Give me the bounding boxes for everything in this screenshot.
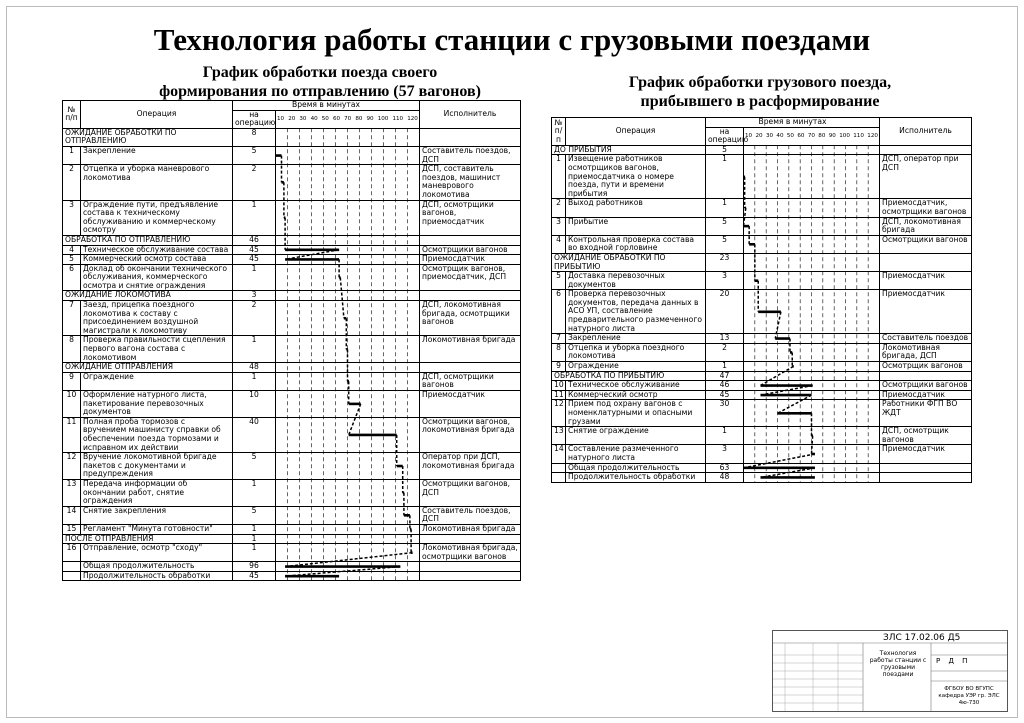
- table-row: [63, 479, 521, 506]
- operation-minutes: 5: [233, 146, 276, 164]
- row-number: 4: [552, 235, 566, 253]
- timeline-cell: [276, 479, 420, 506]
- operation-minutes: 20: [706, 290, 744, 334]
- timeline-cell: [744, 381, 880, 391]
- executor-name: Осмотрщики вагонов: [880, 381, 972, 391]
- row-number: 10: [552, 381, 566, 391]
- timeline-cell: [276, 571, 420, 581]
- tick-label: 60: [797, 132, 805, 139]
- stamp-organization: ФГБОУ ВО ВГУПС кафедра УЭР гр. ЭЛС 4ю-730: [938, 686, 1000, 706]
- operation-minutes: 5: [706, 217, 744, 235]
- operation-name: Закрепление: [81, 146, 233, 164]
- operation-minutes: 3: [706, 445, 744, 463]
- timeline-cell: [276, 165, 420, 200]
- executor-name: Работники ФГП ВО ЖДТ: [880, 400, 972, 427]
- timeline-cell: [744, 235, 880, 253]
- col-operation-header: Операция: [566, 118, 706, 146]
- operation-name: Отцепка и уборка поездного локомотива: [566, 343, 706, 361]
- timeline-cell: [744, 400, 880, 427]
- operation-name: Проверка правильности сцепления первого вагона состава с локомотивом: [81, 336, 233, 363]
- executor-name: Осмотрщики вагонов: [420, 245, 521, 255]
- executor-name: [880, 463, 972, 473]
- row-number: 9: [63, 372, 81, 390]
- tick-label: 60: [332, 115, 341, 122]
- row-number: 12: [63, 453, 81, 480]
- table-row: [63, 372, 521, 390]
- operation-name: Коммерческий осмотр состава: [81, 255, 233, 265]
- table-row: [552, 290, 972, 334]
- timeline-cell: [744, 253, 880, 271]
- timeline-cell: [276, 524, 420, 534]
- operation-minutes: 5: [233, 506, 276, 524]
- section-row: [63, 363, 521, 373]
- executor-name: ДСП, оператор при ДСП: [880, 155, 972, 199]
- timeline-cell: [744, 445, 880, 463]
- tick-label: 110: [853, 132, 864, 139]
- col-number-header: № п/п: [552, 118, 566, 146]
- table-row: [63, 301, 521, 336]
- tick-label: 10: [745, 132, 753, 139]
- row-number: 6: [552, 290, 566, 334]
- tick-label: 50: [321, 115, 329, 122]
- tick-label: 70: [807, 132, 815, 139]
- executor-name: Приемосдатчик: [880, 445, 972, 463]
- operation-minutes: 10: [233, 391, 276, 418]
- tick-label: 20: [755, 132, 763, 139]
- tick-label: 100: [839, 132, 850, 139]
- section-row: [63, 128, 521, 146]
- time-scale: [276, 110, 420, 128]
- executor-name: Локомотивная бригада: [420, 524, 521, 534]
- operation-name: Доклад об окончании технического обслуживания, коммерческого осмотра и снятие ограждения: [81, 264, 233, 291]
- operation-name: Отцепка и уборка маневрового локомотива: [81, 165, 233, 200]
- table-row: [552, 235, 972, 253]
- operation-name: Вручение локомотивной бригаде пакетов с документами и предупреждения: [81, 453, 233, 480]
- operation-minutes: 1: [233, 479, 276, 506]
- table-row: [552, 155, 972, 199]
- header-row: [552, 118, 972, 128]
- tick-label: 40: [310, 115, 318, 122]
- executor-name: Локомотивная бригада, ДСП: [880, 343, 972, 361]
- row-number: 6: [63, 264, 81, 291]
- row-number: [552, 473, 566, 483]
- executor-name: ДСП, локомотивная бригада, осмотрщики вагонов: [420, 301, 521, 336]
- table-row: [63, 264, 521, 291]
- table-row: [552, 400, 972, 427]
- tick-label: 100: [377, 115, 389, 122]
- timeline-cell: [744, 334, 880, 344]
- timeline-cell: [744, 290, 880, 334]
- executor-name: Составитель поездов: [880, 334, 972, 344]
- row-number: 3: [63, 200, 81, 235]
- operation-name: Ограждение пути, предъявление состава к техническому обслуживанию и коммерческому осмотру: [81, 200, 233, 235]
- timeline-cell: [276, 391, 420, 418]
- operation-minutes: 46: [706, 381, 744, 391]
- executor-name: [880, 473, 972, 483]
- operation-name: Ограждение: [81, 372, 233, 390]
- executor-name: Осмотрщики вагонов, локомотивная бригада: [420, 417, 521, 452]
- executor-name: Приемосдатчик: [420, 255, 521, 265]
- timeline-cell: [744, 390, 880, 400]
- operation-name: Выход работников: [566, 199, 706, 217]
- timeline-cell: [276, 363, 420, 373]
- operation-minutes: 96: [233, 562, 276, 572]
- timeline-cell: [276, 336, 420, 363]
- executor-name: Составитель поездов, ДСП: [420, 506, 521, 524]
- right-subtitle-line2: прибывшего в расформирование: [640, 93, 880, 110]
- executor-name: Приемосдатчик: [420, 391, 521, 418]
- row-number: 10: [63, 391, 81, 418]
- row-number: [63, 571, 81, 581]
- row-number: 13: [63, 479, 81, 506]
- tick-label: 90: [366, 115, 374, 122]
- tick-label: 80: [355, 115, 363, 122]
- timeline-cell: [744, 155, 880, 199]
- tick-labels: [276, 115, 419, 124]
- operation-minutes: 1: [233, 336, 276, 363]
- operation-minutes: 30: [706, 400, 744, 427]
- operation-name: Продолжительность обработки: [81, 571, 233, 581]
- table-row: [63, 562, 521, 572]
- row-number: 9: [552, 362, 566, 372]
- row-number: 5: [63, 255, 81, 265]
- operation-minutes: 40: [233, 417, 276, 452]
- executor-name: Приемосдатчик: [880, 390, 972, 400]
- row-number: 11: [552, 390, 566, 400]
- section-row: [552, 253, 972, 271]
- row-number: 5: [552, 272, 566, 290]
- tick-label: 30: [765, 132, 774, 139]
- row-number: 8: [552, 343, 566, 361]
- table-row: [63, 524, 521, 534]
- executor-name: ДСП, осмотрщики вагонов, приемосдатчик: [420, 200, 521, 235]
- col-time-header: Время в минутах: [233, 101, 420, 111]
- operation-minutes: 1: [233, 264, 276, 291]
- operation-minutes: 1: [233, 544, 276, 562]
- header-row: [63, 101, 521, 111]
- timeline-cell: [276, 534, 420, 544]
- tick-labels: [744, 132, 879, 141]
- tick-label: 20: [288, 115, 296, 122]
- timeline-cell: [744, 362, 880, 372]
- row-number: 1: [552, 155, 566, 199]
- left-subtitle: [110, 63, 530, 101]
- col-number-header: № п/п: [63, 101, 81, 129]
- row-number: [63, 562, 81, 572]
- timeline-cell: [276, 128, 420, 146]
- timeline-cell: [276, 245, 420, 255]
- table-row: [552, 427, 972, 445]
- timeline-cell: [744, 217, 880, 235]
- timeline-cell: [276, 255, 420, 265]
- operation-minutes: 2: [233, 165, 276, 200]
- executor-name: Приемосдатчик: [880, 290, 972, 334]
- section-minutes: 8: [233, 128, 276, 146]
- operation-name: Отправление, осмотр "сходу": [81, 544, 233, 562]
- operation-name: Проверка перевозочных документов, передача данных в АСО УП, составление предварительного размеченного натурного листа: [566, 290, 706, 334]
- operation-minutes: 1: [233, 524, 276, 534]
- operation-minutes: 1: [706, 199, 744, 217]
- section-minutes: 1: [233, 534, 276, 544]
- executor-name: ДСП, составитель поездов, машинист маневрового локомотива: [420, 165, 521, 200]
- operation-minutes: 45: [233, 255, 276, 265]
- operation-name: Передача информации об окончании работ, снятие ограждения: [81, 479, 233, 506]
- row-number: [552, 463, 566, 473]
- executor-name: Осмотрщики вагонов: [880, 235, 972, 253]
- section-minutes: 3: [233, 291, 276, 301]
- operation-name: Продолжительность обработки: [566, 473, 706, 483]
- operation-minutes: 48: [706, 473, 744, 483]
- operation-name: Общая продолжительность: [81, 562, 233, 572]
- operation-name: Снятие ограждение: [566, 427, 706, 445]
- operation-name: Техническое обслуживание состава: [81, 245, 233, 255]
- section-title: ОБРАБОТКА ПО ОТПРАВЛЕНИЮ: [63, 235, 233, 245]
- row-number: 1: [63, 146, 81, 164]
- section-minutes: 47: [706, 371, 744, 381]
- right-subtitle-line1: График обработки грузового поезда,: [628, 74, 892, 91]
- table-row: [552, 334, 972, 344]
- operation-name: Заезд, прицепка поездного локомотива к составу с присоединением воздушной магистрали к локомотиву: [81, 301, 233, 336]
- tick-label: 70: [344, 115, 352, 122]
- tick-label: 110: [392, 115, 404, 122]
- section-title: ДО ПРИБЫТИЯ: [552, 145, 706, 155]
- row-number: 4: [63, 245, 81, 255]
- row-number: 3: [552, 217, 566, 235]
- timeline-cell: [276, 291, 420, 301]
- table-row: [63, 571, 521, 581]
- section-title: ОЖИДАНИЕ ОБРАБОТКИ ПО ОТПРАВЛЕНИЮ: [63, 128, 233, 146]
- table-row: [63, 506, 521, 524]
- executor-name: Приемосдатчик, осмотрщики вагонов: [880, 199, 972, 217]
- operation-minutes: 5: [233, 453, 276, 480]
- timeline-cell: [744, 463, 880, 473]
- timeline-cell: [276, 506, 420, 524]
- operation-name: Снятие закрепления: [81, 506, 233, 524]
- row-number: 7: [63, 301, 81, 336]
- operation-name: Доставка перевозочных документов: [566, 272, 706, 290]
- operation-minutes: 5: [706, 235, 744, 253]
- section-title: ПОСЛЕ ОТПРАВЛЕНИЯ: [63, 534, 233, 544]
- row-number: 14: [552, 445, 566, 463]
- executor-name: Приемосдатчик: [880, 272, 972, 290]
- operation-name: Общая продолжительность: [566, 463, 706, 473]
- page-title: Технология работы станции с грузовыми поездами: [153, 22, 871, 57]
- table-row: [552, 445, 972, 463]
- time-scale: [744, 127, 880, 145]
- timeline-cell: [276, 372, 420, 390]
- row-number: 13: [552, 427, 566, 445]
- timeline-cell: [276, 264, 420, 291]
- operation-name: Полная проба тормозов с вручением машинисту справки об обеспечении поезда тормозами и исправном их действии: [81, 417, 233, 452]
- section-title: ОЖИДАНИЕ ОБРАБОТКИ ПО ПРИБЫТИЮ: [552, 253, 706, 271]
- col-executor-header: Исполнитель: [420, 101, 521, 129]
- tick-label: 10: [277, 115, 285, 122]
- table-row: [63, 255, 521, 265]
- timeline-cell: [744, 473, 880, 483]
- stamp-letters: Р Д П: [936, 657, 971, 665]
- executor-name: [420, 562, 521, 572]
- col-norm-header: на операцию: [233, 110, 276, 128]
- executor-cell: [880, 253, 972, 271]
- executor-cell: [420, 235, 521, 245]
- operation-minutes: 1: [233, 372, 276, 390]
- executor-name: Локомотивная бригада, осмотрщики вагонов: [420, 544, 521, 562]
- row-number: 8: [63, 336, 81, 363]
- row-number: 14: [63, 506, 81, 524]
- right-schedule-table: [551, 117, 972, 483]
- tick-label: 40: [776, 132, 784, 139]
- table-row: [552, 272, 972, 290]
- operation-name: Регламент "Минута готовности": [81, 524, 233, 534]
- section-title: ОЖИДАНИЕ ОТПРАВЛЕНИЯ: [63, 363, 233, 373]
- section-minutes: 48: [233, 363, 276, 373]
- timeline-cell: [744, 371, 880, 381]
- tick-label: 120: [407, 115, 418, 122]
- row-number: 12: [552, 400, 566, 427]
- table-row: [63, 417, 521, 452]
- stamp-description: Технология работы станции с грузовыми поездами: [869, 650, 927, 678]
- executor-name: [420, 571, 521, 581]
- section-minutes: 5: [706, 145, 744, 155]
- operation-minutes: 1: [706, 155, 744, 199]
- table-row: [63, 200, 521, 235]
- row-number: 2: [63, 165, 81, 200]
- operation-minutes: 1: [706, 362, 744, 372]
- timeline-cell: [744, 199, 880, 217]
- section-title: ОЖИДАНИЕ ЛОКОМОТИВА: [63, 291, 233, 301]
- executor-name: Осмотрщик вагонов: [880, 362, 972, 372]
- timeline-cell: [276, 453, 420, 480]
- operation-name: Прибытие: [566, 217, 706, 235]
- row-number: 15: [63, 524, 81, 534]
- table-row: [63, 453, 521, 480]
- operation-name: Закрепление: [566, 334, 706, 344]
- col-time-header: Время в минутах: [706, 118, 880, 128]
- operation-minutes: 63: [706, 463, 744, 473]
- executor-name: Осмотрщик вагонов, приемосдатчик, ДСП: [420, 264, 521, 291]
- col-operation-header: Операция: [81, 101, 233, 129]
- tick-label: 80: [818, 132, 826, 139]
- tick-label: 50: [786, 132, 794, 139]
- operation-name: Контрольная проверка состава во входной горловине: [566, 235, 706, 253]
- operation-name: Техническое обслуживание: [566, 381, 706, 391]
- table-row: [552, 381, 972, 391]
- row-number: 16: [63, 544, 81, 562]
- table-row: [552, 362, 972, 372]
- operation-minutes: 2: [706, 343, 744, 361]
- operation-name: Прием под охрану вагонов с номенклатурными и опасными грузами: [566, 400, 706, 427]
- row-number: 7: [552, 334, 566, 344]
- left-subtitle-line2: формирования по отправлению (57 вагонов): [159, 83, 481, 100]
- operation-minutes: 13: [706, 334, 744, 344]
- table-row: [63, 336, 521, 363]
- timeline-cell: [276, 235, 420, 245]
- operation-minutes: 1: [706, 427, 744, 445]
- tick-label: 120: [867, 132, 878, 139]
- row-number: 11: [63, 417, 81, 452]
- tick-label: 90: [828, 132, 836, 139]
- table-row: [552, 343, 972, 361]
- executor-name: ДСП, осмотрщики вагонов: [420, 372, 521, 390]
- timeline-cell: [276, 562, 420, 572]
- section-row: [63, 235, 521, 245]
- table-row: [63, 391, 521, 418]
- timeline-cell: [276, 146, 420, 164]
- operation-minutes: 2: [233, 301, 276, 336]
- operation-minutes: 3: [706, 272, 744, 290]
- table-row: [552, 199, 972, 217]
- operation-minutes: 45: [233, 245, 276, 255]
- stamp-code: ЗЛС 17.02.06 Д5: [883, 633, 961, 643]
- executor-name: Осмотрщики вагонов, ДСП: [420, 479, 521, 506]
- right-subtitle: [560, 73, 960, 111]
- executor-cell: [420, 128, 521, 146]
- timeline-cell: [744, 272, 880, 290]
- timeline-cell: [744, 145, 880, 155]
- executor-name: ДСП, локомотивная бригада: [880, 217, 972, 235]
- row-number: 2: [552, 199, 566, 217]
- table-row: [552, 473, 972, 483]
- table-row: [63, 146, 521, 164]
- col-executor-header: Исполнитель: [880, 118, 972, 146]
- section-title: ОБРАБОТКА ПО ПРИБЫТИЮ: [552, 371, 706, 381]
- title-block-stamp: [772, 630, 1008, 712]
- operation-minutes: 1: [233, 200, 276, 235]
- executor-name: Оператор при ДСП, локомотивная бригада: [420, 453, 521, 480]
- table-row: [552, 217, 972, 235]
- operation-minutes: 45: [706, 390, 744, 400]
- operation-name: Извещение работников осмотрщиков вагонов, приемосдатчика о номере поезда, пути и времени прибытия: [566, 155, 706, 199]
- operation-name: Коммерческий осмотр: [566, 390, 706, 400]
- executor-cell: [420, 363, 521, 373]
- timeline-cell: [276, 417, 420, 452]
- section-minutes: 46: [233, 235, 276, 245]
- section-minutes: 23: [706, 253, 744, 271]
- tick-label: 30: [299, 115, 307, 122]
- operation-minutes: 45: [233, 571, 276, 581]
- left-schedule-table: [62, 100, 521, 581]
- timeline-cell: [276, 544, 420, 562]
- operation-name: Оформление натурного листа, пакетирование перевозочных документов: [81, 391, 233, 418]
- timeline-cell: [276, 200, 420, 235]
- left-subtitle-line1: График обработки поезда своего: [202, 64, 438, 81]
- col-norm-header: на операцию: [706, 127, 744, 145]
- executor-name: Составитель поездов, ДСП: [420, 146, 521, 164]
- table-row: [63, 165, 521, 200]
- timeline-cell: [744, 343, 880, 361]
- executor-name: Локомотивная бригада: [420, 336, 521, 363]
- executor-name: ДСП, осмотрщик вагонов: [880, 427, 972, 445]
- table-row: [63, 544, 521, 562]
- operation-name: Составление размеченного натурного листа: [566, 445, 706, 463]
- timeline-cell: [276, 301, 420, 336]
- timeline-cell: [744, 427, 880, 445]
- operation-name: Ограждение: [566, 362, 706, 372]
